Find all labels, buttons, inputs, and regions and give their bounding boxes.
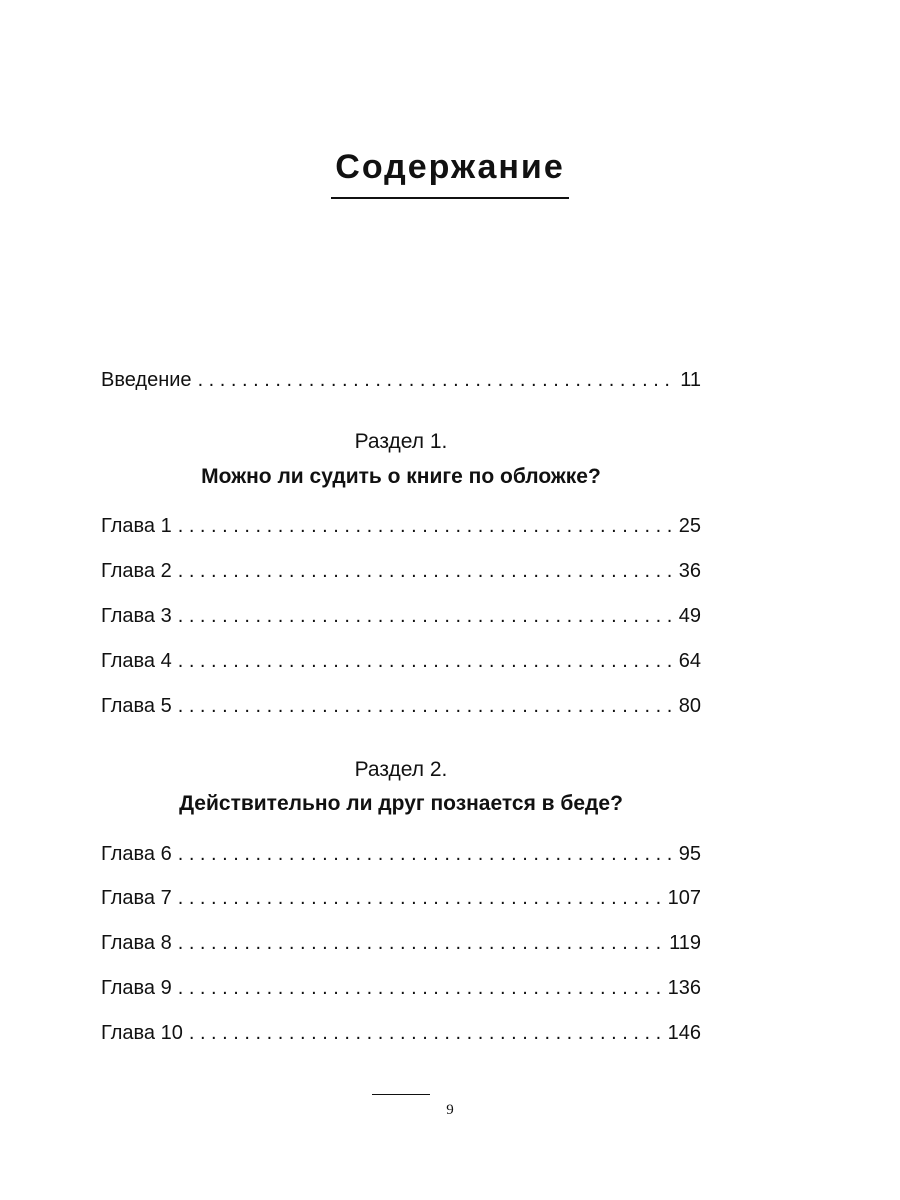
dot-leader — [178, 973, 662, 1003]
folio-rule — [372, 1094, 430, 1095]
title-block — [0, 148, 900, 199]
section-1-heading: Раздел 1. — [354, 430, 448, 453]
dot-leader — [178, 691, 673, 721]
entry-label: Глава 9 — [101, 977, 172, 999]
entry-page-number: 49 — [678, 605, 701, 627]
dot-leader — [178, 646, 673, 676]
dot-leader — [178, 839, 673, 869]
entry-label: Глава 8 — [101, 932, 172, 954]
entry-label: Введение — [101, 369, 192, 391]
toc-entry-chapter-3 — [101, 601, 701, 631]
entry-label: Глава 4 — [101, 650, 172, 672]
entry-page-number: 36 — [678, 560, 701, 582]
page-number: 9 — [446, 1102, 454, 1118]
dot-leader — [178, 883, 662, 913]
entry-page-number: 146 — [667, 1022, 701, 1044]
section-2-heading: Раздел 2. — [354, 758, 448, 781]
toc-entry-chapter-10 — [101, 1018, 701, 1048]
entry-label: Глава 5 — [101, 695, 172, 717]
toc-entry-chapter-1 — [101, 511, 701, 541]
section-2-title: Действительно ли друг познается в беде? — [179, 792, 623, 815]
toc-entry-chapter-6 — [101, 839, 701, 869]
dot-leader — [178, 556, 673, 586]
entry-page-number: 25 — [678, 515, 701, 537]
section-1-title: Можно ли судить о книге по обложке? — [201, 465, 601, 488]
entry-page-number: 95 — [678, 843, 701, 865]
entry-label: Глава 10 — [101, 1022, 183, 1044]
toc-entry-chapter-9 — [101, 973, 701, 1003]
dot-leader — [198, 365, 675, 395]
dot-leader — [178, 928, 663, 958]
toc-entry-chapter-7 — [101, 883, 701, 913]
toc-entry-chapter-4 — [101, 646, 701, 676]
entry-page-number: 64 — [678, 650, 701, 672]
entry-label: Глава 6 — [101, 843, 172, 865]
entry-label: Глава 3 — [101, 605, 172, 627]
entry-page-number: 136 — [667, 977, 701, 999]
entry-label: Глава 1 — [101, 515, 172, 537]
entry-label: Глава 2 — [101, 560, 172, 582]
entry-label: Глава 7 — [101, 887, 172, 909]
toc-entry-chapter-2 — [101, 556, 701, 586]
entry-page-number: 119 — [669, 932, 701, 954]
dot-leader — [178, 601, 673, 631]
toc-entry-chapter-5 — [101, 691, 701, 721]
entry-page-number: 11 — [680, 369, 701, 391]
dot-leader — [189, 1018, 662, 1048]
page-title: Содержание — [331, 148, 568, 199]
entry-page-number: 80 — [678, 695, 701, 717]
dot-leader — [178, 511, 673, 541]
toc-entry-chapter-8 — [101, 928, 701, 958]
toc-entry-intro — [101, 365, 701, 395]
entry-page-number: 107 — [667, 887, 701, 909]
